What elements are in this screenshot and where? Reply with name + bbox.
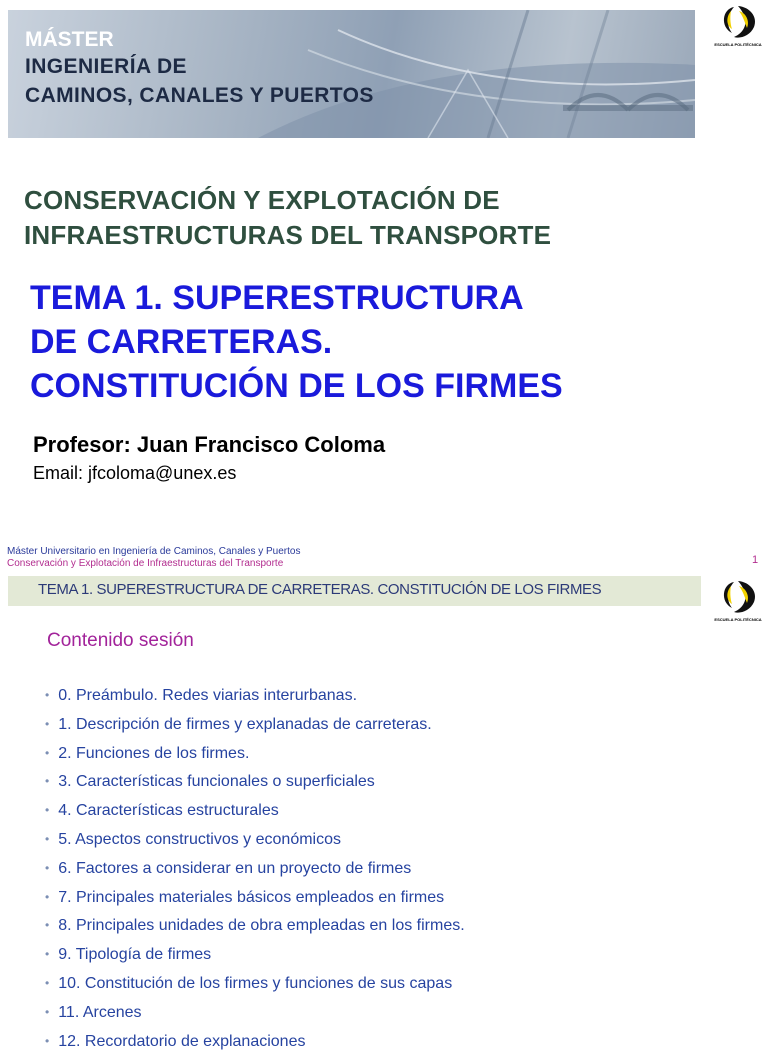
tema-title <box>30 276 563 408</box>
list-item: • 7. Principales materiales básicos empleados en firmes <box>45 888 445 906</box>
bullet-icon: • <box>45 889 50 904</box>
bullet-icon: • <box>45 688 50 702</box>
course-title <box>24 183 551 253</box>
list-item: • 2. Funciones de los firmes. <box>45 744 250 762</box>
list-item: • 6. Factores a considerar en un proyecto de firmes <box>45 859 412 877</box>
bullet-icon: • <box>45 803 50 818</box>
bullet-icon: • <box>45 947 50 962</box>
bullet-icon: • <box>45 1004 50 1019</box>
course-title-line1: CONSERVACIÓN Y EXPLOTACIÓN DE <box>24 185 500 215</box>
page-number: 1 <box>752 554 759 566</box>
list-item: • 3. Características funcionales o superficiales <box>45 773 375 791</box>
slide-footer <box>7 546 300 570</box>
tema-title-line3: CONSTITUCIÓN DE LOS FIRMES <box>30 367 563 405</box>
escuela-politecnica-logo-icon <box>714 578 762 630</box>
list-item: • 1. Descripción de firmes y explanadas de carreteras. <box>45 715 432 733</box>
banner-line-caminos: CAMINOS, CANALES Y PUERTOS <box>25 84 374 107</box>
list-item: • 11. Arcenes <box>45 1003 142 1021</box>
bullet-icon: • <box>45 774 50 789</box>
tema-title-line1: TEMA 1. SUPERESTRUCTURA <box>30 279 524 317</box>
footer-line2: Conservación y Explotación de Infraestructuras del Transporte <box>7 558 284 569</box>
list-item: • 8. Principales unidades de obra empleadas en los firmes. <box>45 917 465 935</box>
bullet-icon: • <box>45 745 50 760</box>
course-title-line2: INFRAESTRUCTURAS DEL TRANSPORTE <box>24 220 552 250</box>
list-item: • 5. Aspectos constructivos y económicos <box>45 830 341 848</box>
bullet-icon: • <box>45 831 50 846</box>
footer-line1: Máster Universitario en Ingeniería de Caminos, Canales y Puertos <box>7 546 301 557</box>
professor-name: Profesor: Juan Francisco Coloma <box>33 432 386 457</box>
list-item: • 4. Características estructurales <box>45 802 279 820</box>
list-item: • 9. Tipología de firmes <box>45 946 212 964</box>
list-item: • 12. Recordatorio de explanaciones <box>45 1032 306 1050</box>
escuela-politecnica-logo-icon <box>714 3 762 55</box>
banner-line-ingenieria: INGENIERÍA DE <box>25 55 187 78</box>
banner-line-master: MÁSTER <box>25 28 114 51</box>
list-item: • 0. Preámbulo. Redes viarias interurbanas. <box>45 687 358 704</box>
section-title: Contenido sesión <box>47 630 194 651</box>
header-banner <box>8 10 695 138</box>
content-slide <box>0 572 768 1050</box>
bullet-icon: • <box>45 716 50 731</box>
bullet-icon: • <box>45 975 50 990</box>
contents-list <box>45 682 465 1056</box>
bullet-icon: • <box>45 1033 50 1048</box>
bullet-icon: • <box>45 918 50 933</box>
logo-caption: ESCUELA POLITÉCNICA <box>714 42 762 47</box>
tema-title-line2: DE CARRETERAS. <box>30 323 333 361</box>
slide-header-title: TEMA 1. SUPERESTRUCTURA DE CARRETERAS. CONSTITUCIÓN DE LOS FIRMES <box>38 581 602 598</box>
professor-email: Email: jfcoloma@unex.es <box>33 463 237 483</box>
bullet-icon: • <box>45 860 50 875</box>
logo-caption: ESCUELA POLITÉCNICA <box>714 617 762 622</box>
list-item: • 10. Constitución de los firmes y funciones de sus capas <box>45 974 453 992</box>
